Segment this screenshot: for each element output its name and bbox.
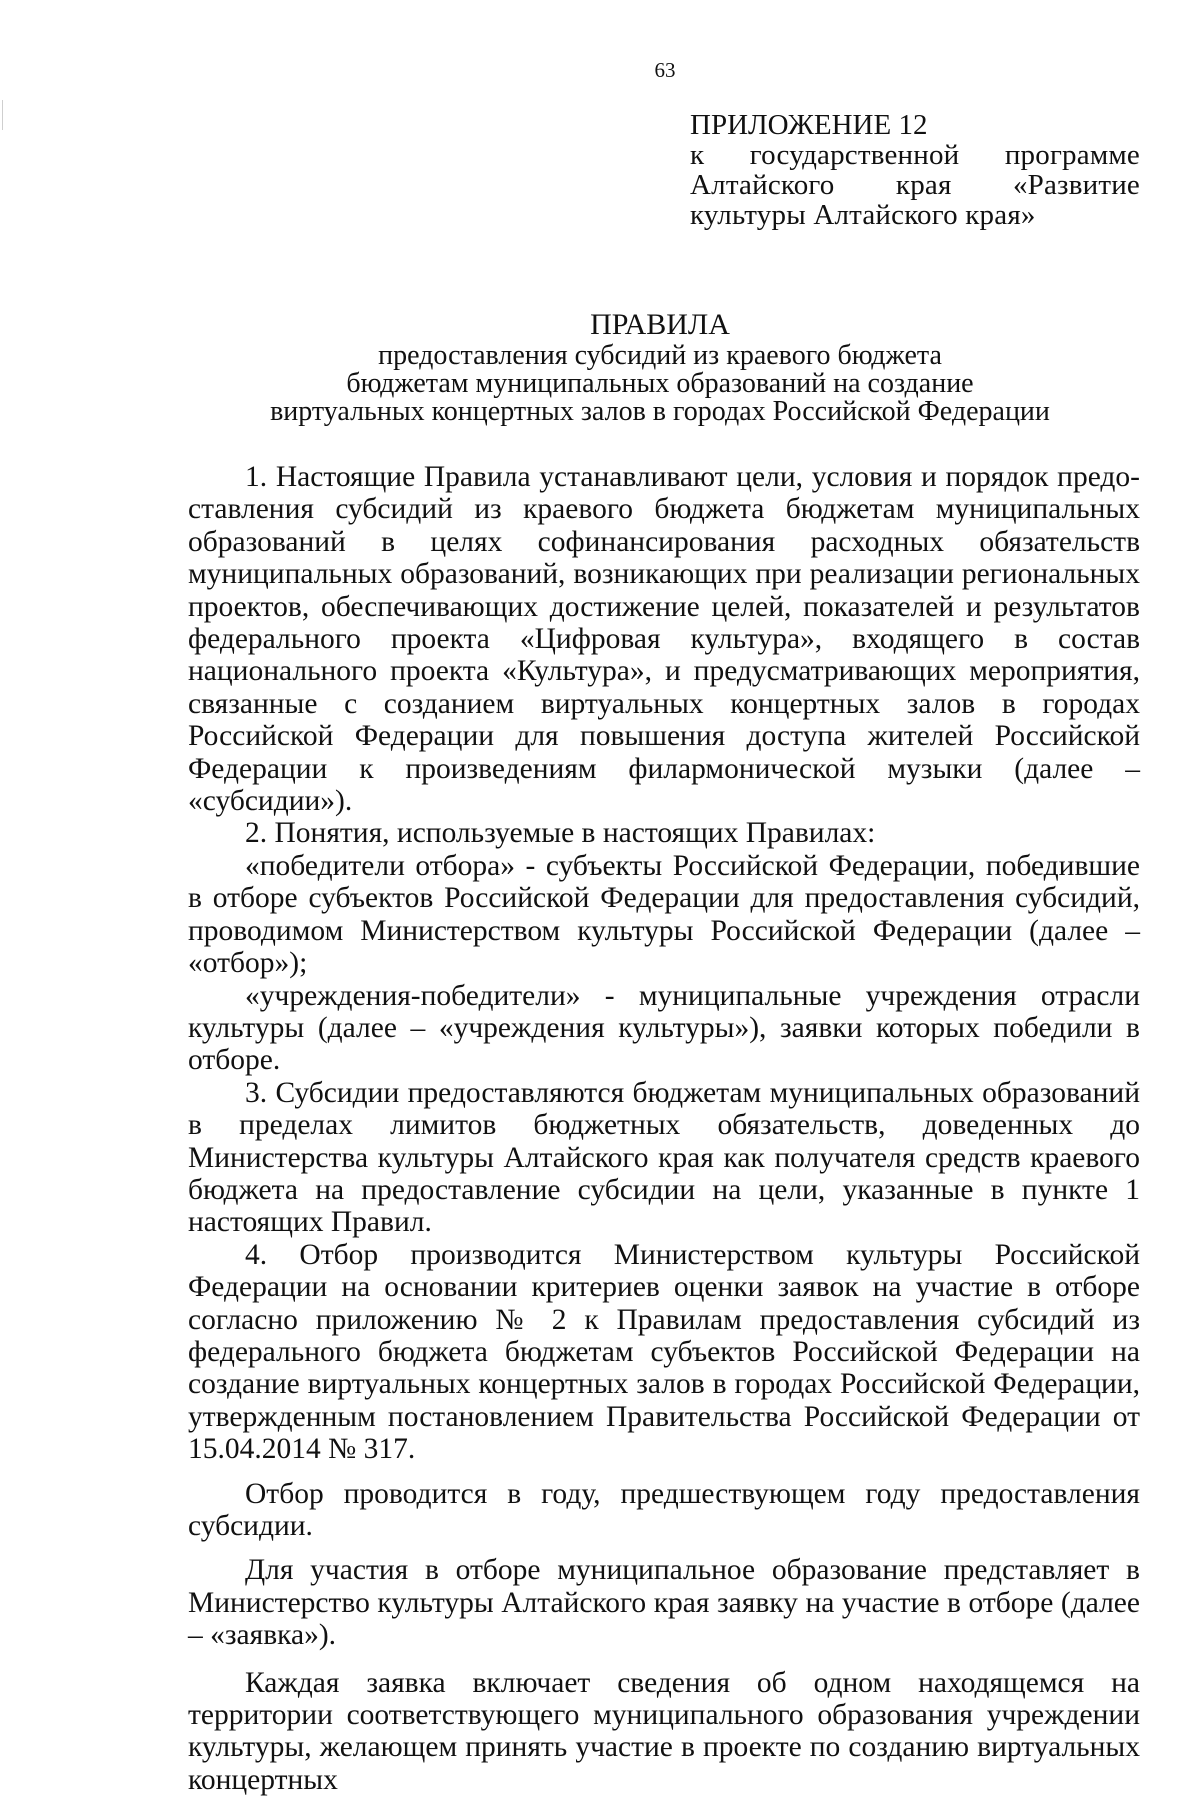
paragraph-1: 1. Настоящие Правила устанавливают цели, условия и порядок предоставления субсидий из краевого бюджета бюджетам муниципальных образований в целях софинансирования расходных обязательств муниципальных образований, возникающих при реализации региональных проектов, обеспечивающих достижение целей, показателей и результатов федерального проекта «Цифровая культура», входящего в состав национального проекта «Культура», и предусматривающих мероприятия, связанные с созданием виртуальных концертных залов в городах Российской Федерации для повышения доступа жителей Российской Федерации к произведениям филармонической музыки (далее – «субсидии»). bbox=[188, 461, 1140, 818]
page-number: 63 bbox=[654, 58, 676, 82]
appendix-header bbox=[690, 110, 1140, 230]
paragraph-selection-year: Отбор проводится в году, предшествующем году предоставления субсидии. bbox=[188, 1477, 1140, 1542]
paragraph-4: 4. Отбор производится Министерством культуры Российской Федерации на основании критериев оценки заявок на участие в отборе согласно приложению № 2 к Правилам предоставления субсидий из федерального бюджета бюджетам субъектов Российской Федерации на создание виртуальных концертных залов в городах Российской Федерации, утвержденным постановлением Правительства Российской Федерации от 15.04.2014 № 317. bbox=[188, 1238, 1140, 1466]
paragraph-application: Для участия в отборе муниципальное образование представляет в Министерство культуры Алтайского края заявку на участие в отборе (далее – «заявка»). bbox=[188, 1554, 1140, 1652]
paragraph-definition-winners: «победители отбора» - субъекты Российской Федерации, победившие в отборе субъектов Российской Федерации для предоставления субсидий, проводимом Министерством культуры Российской Федерации (далее – «отбор»); bbox=[188, 849, 1140, 980]
scan-edge-mark bbox=[2, 100, 3, 130]
appendix-title: ПРИЛОЖЕНИЕ 12 bbox=[690, 109, 928, 141]
document-title: ПРАВИЛА bbox=[590, 308, 730, 341]
paragraph-definition-institutions: «учреждения-победители» - муниципальные учреждения отрасли культуры (далее – «учреждения культуры»), заявки которых победили в отборе. bbox=[188, 979, 1140, 1077]
document-body bbox=[188, 461, 1140, 1796]
paragraph-3: 3. Субсидии предоставляются бюджетам муниципальных образований в пределах лимитов бюджетных обязательств, доведенных до Министерства культуры Алтайского края как получателя средств краевого бюджета на предоставление субсидии на цели, указанные в пункте 1 настоящих Правил. bbox=[188, 1076, 1140, 1239]
paragraph-application-content: Каждая заявка включает сведения об одном находящемся на территории соответствующего муниципального образования учреждении культуры, желающем принять участие в проекте по созданию виртуальных концертных bbox=[188, 1666, 1140, 1796]
paragraph-2: 2. Понятия, используемые в настоящих Правилах: bbox=[245, 817, 876, 850]
appendix-subtitle: к государственной программе Алтайского края «Развитие культуры Алтайского края» bbox=[690, 139, 1140, 231]
document-title-block bbox=[180, 308, 1140, 426]
document-subtitle: предоставления субсидий из краевого бюджета бюджетам муниципальных образований на создание виртуальных концертных залов в городах Российской Федерации bbox=[270, 340, 1050, 427]
